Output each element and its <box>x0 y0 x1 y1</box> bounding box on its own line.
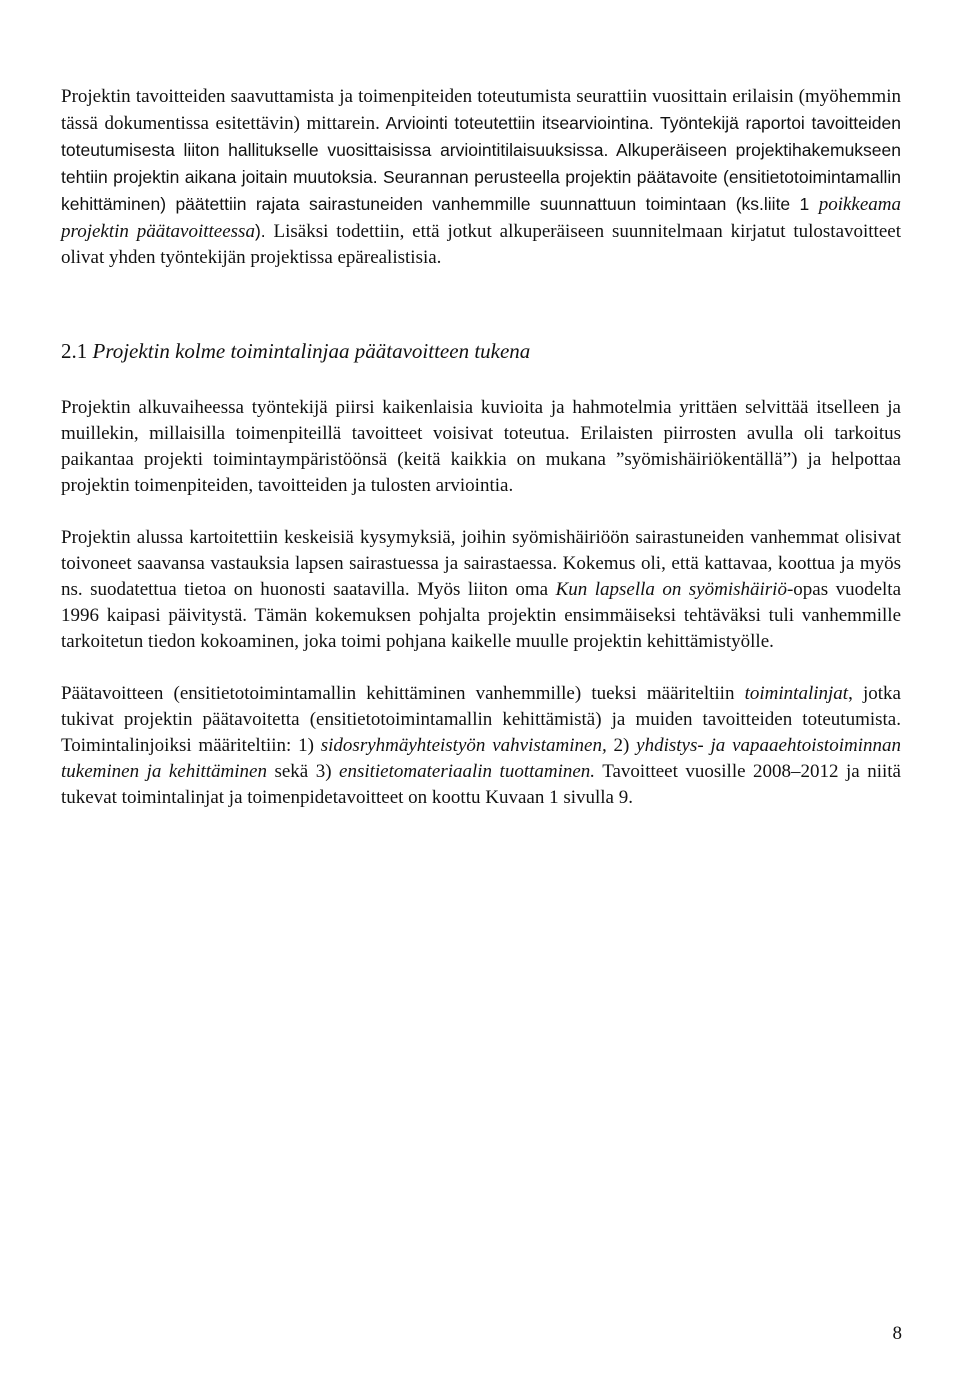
section-heading <box>61 337 901 365</box>
paragraph-action-lines-part-e: 2) <box>606 735 637 756</box>
action-line-3: ensitietomateriaalin tuottaminen. <box>339 761 596 782</box>
paragraph-questions-part-a: Projektin alussa kartoitettiin keskeisiä kysymyksiä, joihin syömishäiriöön sairastuneiden vanhemmat olisivat toivoneet saavansa vastauksia lapsen sairastuessa ja sairastaessa. Kokemus oli, että kattavaa, koottua ja myös ns. suodatettua tietoa on huonosti saatavilla. Myös liiton oma <box>61 527 901 600</box>
paragraph-evaluation-part-b: Arviointi toteutettiin itsearviointina. Työntekijä raportoi tavoitteiden toteutumisesta liiton hallitukselle vuosittaisissa arviointitilaisuuksissa. Alkuperäiseen projektihakemukseen tehtiin projektin aikana joitain muutoksia. Seurannan perusteella projektin päätavoite (ensitietotoimintamallin kehittäminen) päätettiin rajata sairastuneiden vanhemmille suunnattuun toimintaan (ks.liite 1 <box>61 113 901 214</box>
action-line-1: sidosryhmäyhteistyön vahvistaminen, <box>320 735 607 756</box>
paragraph-action-lines-part-c: , jotka tukivat projektin päätavoitetta (ensitietotoimintamallin kehittämistä) ja muiden tavoitteiden toteutumista. Toimintalinjoiksi määriteltiin: 1) <box>61 683 901 756</box>
paragraph-action-lines-part-a: Päätavoitteen (ensitietotoimintamallin kehittäminen vanhemmille) tueksi määriteltiin <box>61 683 745 704</box>
paragraph-questions <box>61 525 901 655</box>
paragraph-evaluation-part-e: Lisäksi todettiin, että jotkut alkuperäiseen suunnitelmaan kirjatut tulostavoitteet olivat yhden työntekijän projektissa epärealistisia. <box>61 221 901 268</box>
paragraph-action-lines-part-g: sekä 3) <box>266 761 340 782</box>
paragraph-evaluation-part-a: Projektin tavoitteiden saavuttamista ja toimenpiteiden toteutumista seurattiin vuosittain erilaisin (myöhemmin tässä dokumentissa esitettävin) mittarein. <box>61 86 901 134</box>
section-number: 2.1 <box>61 339 88 363</box>
appendix-reference: poikkeama projektin päätavoitteessa <box>61 194 901 242</box>
page-number: 8 <box>892 1323 902 1344</box>
term-toimintalinjat: toimintalinjat <box>744 683 849 704</box>
paragraph-action-lines <box>61 681 901 811</box>
paragraph-drawings: Projektin alkuvaiheessa työntekijä piirsi kaikenlaisia kuvioita ja hahmotelmia yrittäen selvittää itselleen ja muillekin, millaisilla toimenpiteillä tavoitteet voisivat toteutua. Erilaisten piirrosten avulla oli tarkoitus paikantaa projekti toimintaympäristöönsä (keitä kaikkia on mukana ”syömishäiriökentällä”) ja helpottaa projektin toimenpiteiden, tavoitteiden ja tulosten arviointia. <box>61 397 901 496</box>
guide-title: Kun lapsella on syömishäiriö <box>555 579 787 600</box>
paragraph-questions-part-c: -opas vuodelta 1996 kaipasi päivitystä. Tämän kokemuksen pohjalta projektin ensimmäiseksi tehtäväksi tuli vanhemmille tarkoitetun tiedon kokoaminen, joka toimi pohjana kaikelle muulle projektin kehittämistyölle. <box>61 579 902 652</box>
action-line-2: yhdistys- ja vapaaehtoistoiminnan tukeminen ja kehittäminen <box>61 735 901 782</box>
document-page <box>61 84 901 811</box>
paragraph-action-lines-part-i: Tavoitteet vuosille 2008–2012 ja niitä tukevat toimintalinjat ja toimenpidetavoitteet on koottu Kuvaan 1 sivulla 9. <box>61 761 901 808</box>
section-title: Projektin kolme toimintalinjaa päätavoitteen tukena <box>87 339 531 363</box>
paragraph-evaluation <box>61 84 901 271</box>
paragraph-evaluation-part-d: ). <box>254 221 266 241</box>
